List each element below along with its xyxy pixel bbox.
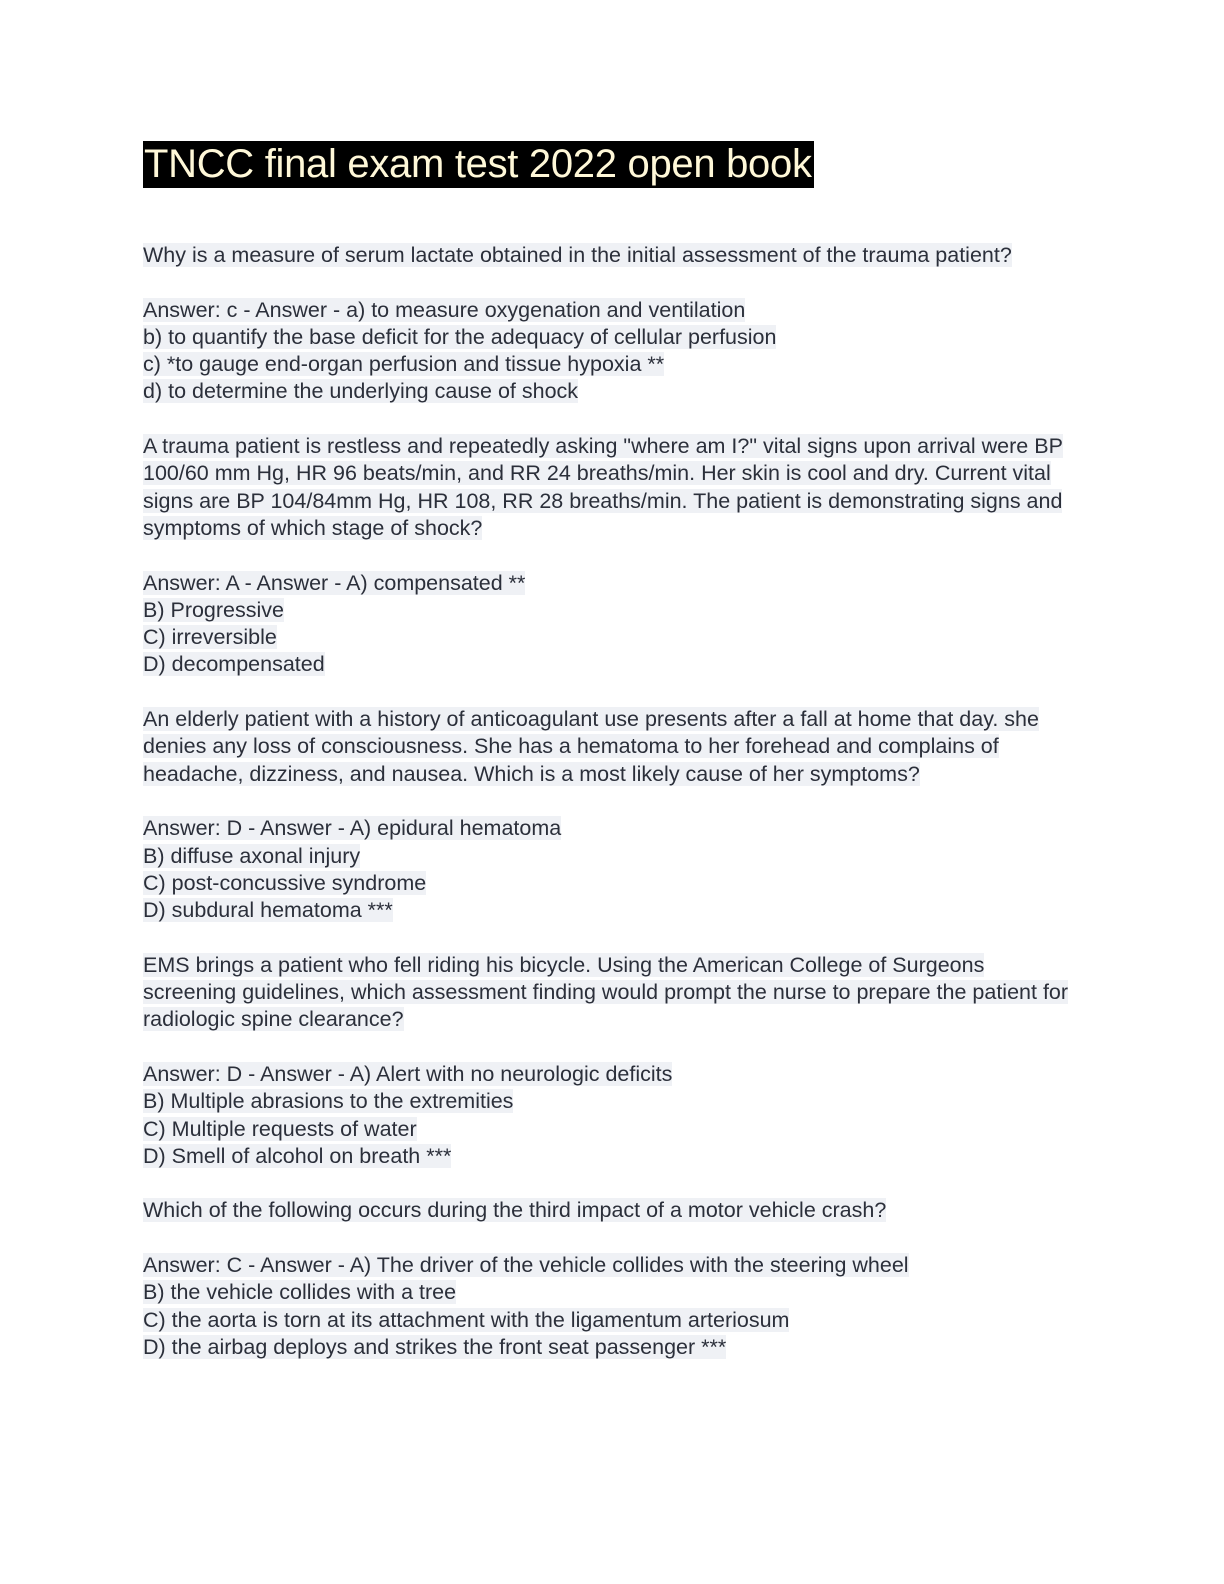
document-page xyxy=(143,141,1083,1361)
qa-item xyxy=(143,1197,1083,1361)
answer-option: C) Multiple requests of water xyxy=(143,1116,417,1141)
qa-item xyxy=(143,952,1083,1198)
question-highlight: Which of the following occurs during the third impact of a motor vehicle crash? xyxy=(143,1198,887,1223)
answer-line-key: Answer: D - Answer - A) epidural hematoma xyxy=(143,816,562,841)
answer-block xyxy=(143,297,1083,406)
question-highlight: An elderly patient with a history of anticoagulant use presents after a fall at home that day. she denies any loss of consciousness. She has a hematoma to her forehead and complains of headache, dizziness, and nausea. Which is a most likely cause of her symptoms? xyxy=(143,707,1039,786)
qa-item xyxy=(143,706,1083,952)
answer-block xyxy=(143,1061,1083,1170)
answer-option: C) post-concussive syndrome xyxy=(143,870,427,895)
answer-option: B) the vehicle collides with a tree xyxy=(143,1280,457,1305)
qa-item xyxy=(143,433,1083,706)
question-highlight: A trauma patient is restless and repeatedly asking "where am I?" vital signs upon arrival were BP 100/60 mm Hg, HR 96 beats/min, and RR 24 breaths/min. Her skin is cool and dry. Current vital signs are BP 104/84mm Hg, HR 108, RR 28 breaths/min. The patient is demonstrating signs and symptoms of which stage of shock? xyxy=(143,434,1063,540)
answer-block xyxy=(143,1252,1083,1361)
question-highlight: EMS brings a patient who fell riding his bicycle. Using the American College of Surgeons screening guidelines, which assessment finding would prompt the nurse to prepare the patient for radiologic spine clearance? xyxy=(143,952,1069,1032)
answer-block xyxy=(143,815,1083,924)
question-text xyxy=(143,706,1083,788)
answer-line-key: Answer: c - Answer - a) to measure oxygenation and ventilation xyxy=(143,297,746,322)
answer-block xyxy=(143,570,1083,679)
answer-option: B) Progressive xyxy=(143,597,284,622)
answer-option: B) Multiple abrasions to the extremities xyxy=(143,1089,514,1114)
answer-option: c) *to gauge end-organ perfusion and tissue hypoxia ** xyxy=(143,352,665,377)
question-text xyxy=(143,433,1083,542)
qa-item xyxy=(143,242,1083,433)
question-text xyxy=(143,952,1083,1034)
answer-line-key: Answer: C - Answer - A) The driver of the vehicle collides with the steering wheel xyxy=(143,1252,909,1277)
answer-line-key: Answer: D - Answer - A) Alert with no neurologic deficits xyxy=(143,1061,673,1086)
answer-option: d) to determine the underlying cause of shock xyxy=(143,379,579,404)
answer-option: C) the aorta is torn at its attachment with the ligamentum arteriosum xyxy=(143,1307,790,1332)
answer-option: D) decompensated xyxy=(143,652,325,677)
question-text xyxy=(143,1197,1083,1224)
question-highlight: Why is a measure of serum lactate obtained in the initial assessment of the trauma patient? xyxy=(143,243,1012,267)
question-text xyxy=(143,242,1083,269)
answer-option: D) the airbag deploys and strikes the front seat passenger *** xyxy=(143,1334,727,1359)
answer-option: C) irreversible xyxy=(143,625,277,650)
answer-line-key: Answer: A - Answer - A) compensated ** xyxy=(143,570,526,595)
answer-option: B) diffuse axonal injury xyxy=(143,843,361,868)
document-title: TNCC final exam test 2022 open book xyxy=(144,142,812,186)
qa-list xyxy=(143,242,1083,1361)
answer-option: D) subdural hematoma *** xyxy=(143,898,393,923)
answer-option: D) Smell of alcohol on breath *** xyxy=(143,1143,452,1168)
answer-option: b) to quantify the base deficit for the adequacy of cellular perfusion xyxy=(143,324,777,349)
